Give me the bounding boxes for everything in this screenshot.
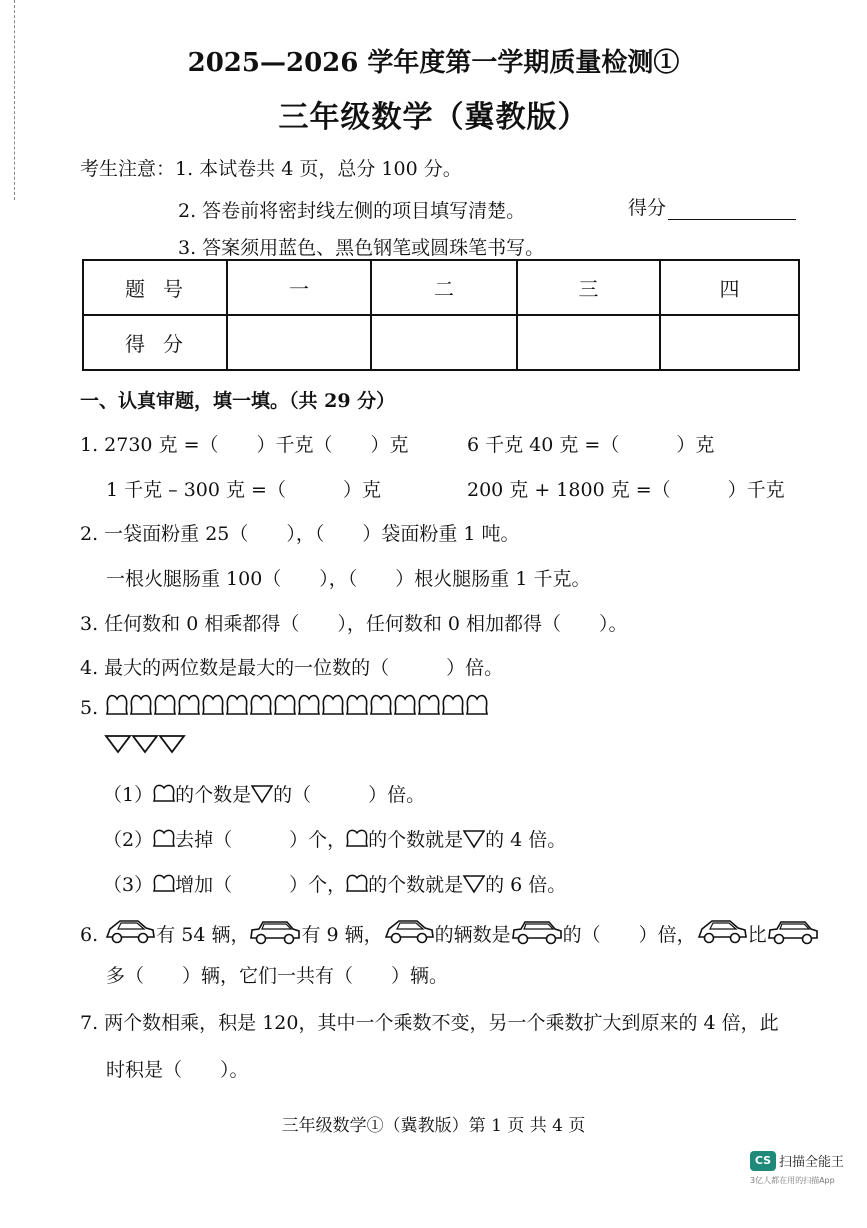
notice-line-1: [80, 154, 462, 181]
question-1b: 6 千克 40 克 =（ ）克: [467, 434, 715, 456]
heart-shape-icon: [347, 696, 367, 714]
heart-shape-icon: [346, 874, 368, 894]
heart-shape-icon: [323, 696, 343, 714]
heart-shape-icon: [153, 874, 175, 894]
heart-shape-row: [104, 693, 488, 719]
triangle-down-icon: [463, 874, 485, 894]
question-5-3: （3） 增加（ ）个， 的个数就是 的 6 倍。: [103, 874, 567, 896]
suv-icon: [249, 917, 301, 947]
notice-item-1: 1. 本试卷共 4 页，总分 100 分。: [175, 158, 462, 180]
heart-shape-icon: [131, 696, 151, 714]
car-icon: [383, 915, 435, 947]
heart-shape-icon: [371, 696, 391, 714]
heart-shape-icon: [346, 829, 368, 849]
car-icon: [104, 915, 156, 947]
score-field[interactable]: [628, 193, 796, 220]
score-table-cell: 三: [517, 260, 660, 315]
score-table-score-row: [83, 315, 799, 370]
heart-shape-icon: [155, 696, 175, 714]
question-2b: 一根火腿肠重 100（ ），（ ）根火腿肠重 1 千克。: [106, 568, 591, 590]
triangle-row: [104, 733, 188, 755]
notice-label: 考生注意：: [80, 158, 176, 180]
heart-shape-icon: [299, 696, 319, 714]
question-6-line-1: 6. 有 54 辆， 有 9 辆， 的辆数是 的（ ）倍， 比: [80, 915, 819, 947]
question-1c: 1 千克 – 300 克 =（ ）克: [106, 479, 381, 501]
question-4: 4. 最大的两位数是最大的一位数的（ ）倍。: [80, 657, 504, 679]
score-input-cell[interactable]: [517, 315, 660, 370]
suv-icon: [767, 917, 819, 947]
score-table-cell: 得分: [83, 315, 227, 370]
score-table-header-row: [83, 260, 799, 315]
question-5-number: 5.: [80, 697, 99, 719]
heart-shape-icon: [419, 696, 439, 714]
section-1-title: 一、认真审题，填一填。（共 29 分）: [80, 390, 396, 412]
question-1d: 200 克 + 1800 克 =（ ）千克: [467, 479, 785, 501]
heart-shape-icon: [227, 696, 247, 714]
heart-shape-icon: [395, 696, 415, 714]
score-table-cell: 题号: [83, 260, 227, 315]
heart-shape-icon: [467, 696, 487, 714]
score-table-cell: 一: [227, 260, 371, 315]
question-2a: 2. 一袋面粉重 25（ ），（ ）袋面粉重 1 吨。: [80, 523, 520, 545]
score-label: 得分: [628, 197, 667, 219]
score-table-cell: 二: [371, 260, 517, 315]
triangle-down-icon: [251, 784, 273, 804]
scanner-app-name: 扫描全能王: [779, 1155, 845, 1170]
question-7-line-1: 7. 两个数相乘，积是 120，其中一个乘数不变，另一个乘数扩大到原来的 4 倍，此: [80, 1012, 779, 1034]
score-table-cell: 四: [660, 260, 799, 315]
notice-item-3: 3. 答案须用蓝色、黑色钢笔或圆珠笔书写。: [178, 237, 545, 259]
exam-subtitle: 三年级数学（冀教版）: [278, 100, 589, 135]
question-6-line-2: 多（ ）辆，它们一共有（ ）辆。: [106, 965, 449, 987]
triangle-down-icon: [106, 736, 184, 752]
car-icon: [696, 915, 748, 947]
heart-shape-icon: [153, 829, 175, 849]
question-7-line-2: 时积是（ ）。: [106, 1059, 249, 1081]
heart-shape-icon: [107, 696, 127, 714]
page-footer: 三年级数学①（冀教版）第 1 页 共 4 页: [281, 1116, 586, 1136]
heart-shape-icon: [179, 696, 199, 714]
exam-title: 2025—2026 学年度第一学期质量检测①: [187, 48, 680, 78]
heart-shape-icon: [275, 696, 295, 714]
question-5-2: （2） 去掉（ ）个， 的个数就是 的 4 倍。: [103, 829, 567, 851]
score-blank[interactable]: [668, 199, 796, 220]
question-5-1: （1） 的个数是 的（ ）倍。: [103, 784, 426, 806]
score-table: [82, 259, 800, 371]
question-3: 3. 任何数和 0 相乘都得（ ），任何数和 0 相加都得（ ）。: [80, 613, 628, 635]
heart-shape-icon: [443, 696, 463, 714]
scanner-tagline: 3亿人都在用的扫描App: [750, 1175, 835, 1185]
score-input-cell[interactable]: [660, 315, 799, 370]
suv-icon: [511, 917, 563, 947]
heart-shape-icon: [203, 696, 223, 714]
scanner-logo-icon: CS: [750, 1151, 776, 1171]
scanner-watermark: [750, 1150, 860, 1186]
notice-item-2: 2. 答卷前将密封线左侧的项目填写清楚。: [178, 200, 526, 222]
question-1a: 1. 2730 克 =（ ）千克（ ）克: [80, 434, 409, 456]
heart-shape-icon: [251, 696, 271, 714]
score-input-cell[interactable]: [371, 315, 517, 370]
score-input-cell[interactable]: [227, 315, 371, 370]
triangle-down-icon: [463, 829, 485, 849]
heart-shape-icon: [153, 784, 175, 804]
